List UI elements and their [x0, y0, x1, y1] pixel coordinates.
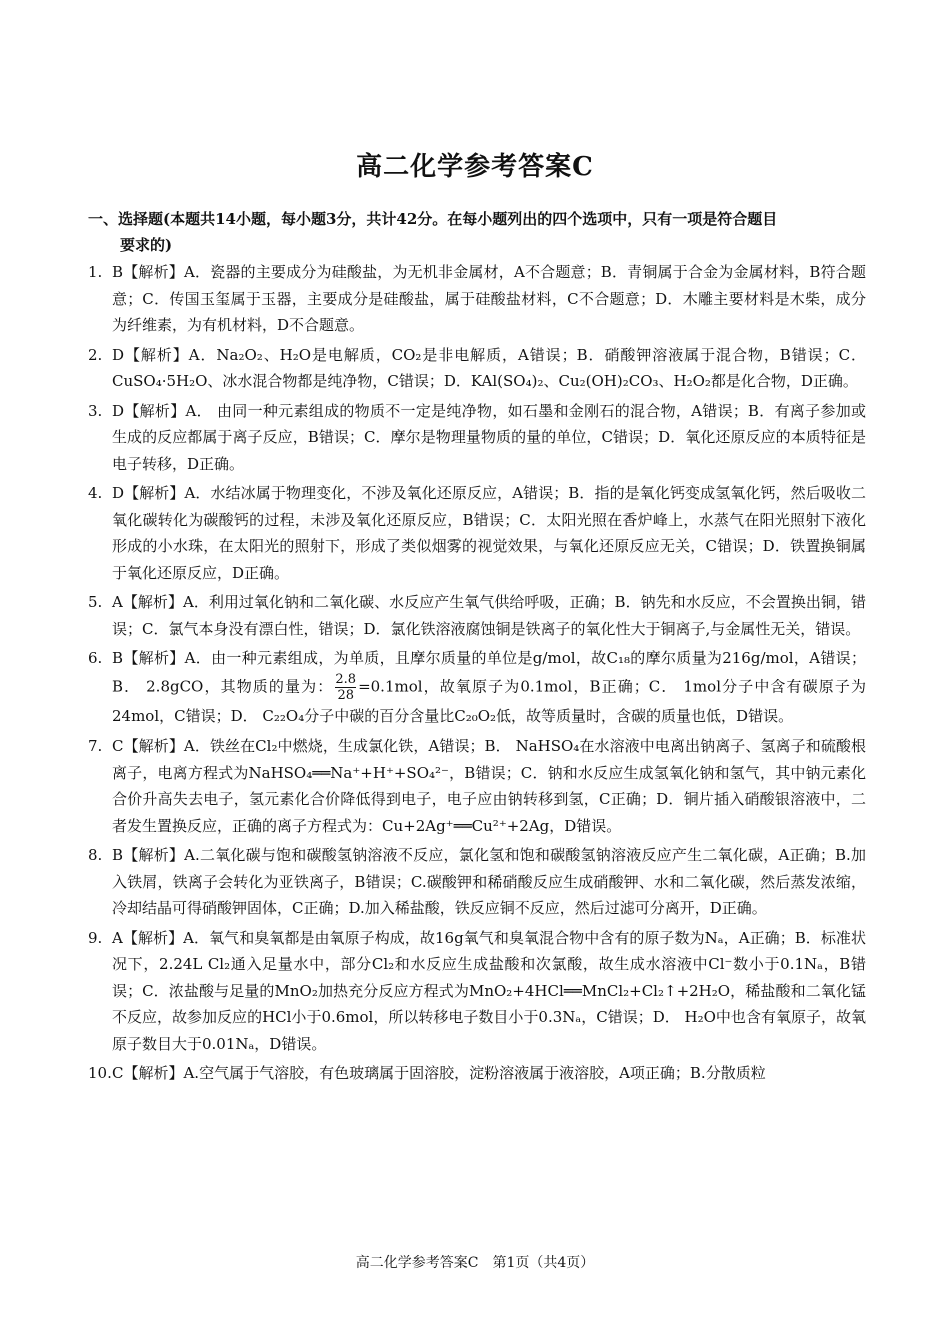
section-heading-text: 一、选择题(本题共14小题，每小题3分，共计42分。在每小题列出的四个选项中，只有一项是符合题目	[88, 210, 778, 228]
item-text: D【解析】A．Na₂O₂、H₂O是电解质，CO₂是非电解质，A错误；B．硝酸钾溶液属于混合物，B错误；C．CuSO₄·5H₂O、冰水混合物都是纯净物，C错误；D．KAl(SO₄)₂、Cu₂(OH)₂CO₃、H₂O₂都是化合物，D正确。	[112, 345, 866, 390]
answer-item-6	[88, 645, 866, 730]
answer-item-1	[88, 259, 866, 339]
item-text-part-a: B【解析】A．由一种元素组成，为单质，且摩尔质量的单位是g/mol，故C₁₈的摩尔质量为216g/mol，A错误；B． 2.8gCO，其物质的量为：	[112, 649, 866, 696]
answer-item-8	[88, 842, 866, 922]
page-title: 高二化学参考答案C	[356, 152, 594, 182]
answer-item-3	[88, 398, 866, 478]
section-heading-continuation: 要求的)	[120, 236, 173, 254]
item-text: D【解析】A．水结冰属于物理变化，不涉及氧化还原反应，A错误；B．指的是氧化钙变成氢氧化钙，然后吸收二氧化碳转化为碳酸钙的过程，未涉及氧化还原反应，B错误；C．太阳光照在香炉峰上，水蒸气在阳光照射下液化形成的小水珠，在太阳光的照射下，形成了类似烟雾的视觉效果，与氧化还原反应无关，C错误；D．铁置换铜属于氧化还原反应，D正确。	[112, 484, 866, 582]
item-number: 8.	[88, 846, 103, 864]
item-text: B【解析】A.二氧化碳与饱和碳酸氢钠溶液不反应，氯化氢和饱和碳酸氢钠溶液反应产生二氧化碳，A正确；B.加入铁屑，铁离子会转化为亚铁离子，B错误；C.碳酸钾和稀硝酸反应生成硝酸钾、水和二氧化碳，然后蒸发浓缩，冷却结晶可得硝酸钾固体，C正确；D.加入稀盐酸，铁反应铜不反应，然后过滤可分离开，D正确。	[112, 846, 866, 917]
item-number: 4.	[88, 484, 103, 502]
item-text: D【解析】A． 由同一种元素组成的物质不一定是纯净物，如石墨和金刚石的混合物，A错误；B．有离子参加或生成的反应都属于离子反应，B错误；C．摩尔是物理量物质的量的单位，C错误；D．氧化还原反应的本质特征是电子转移，D正确。	[112, 401, 866, 473]
item-text: B【解析】A．瓷器的主要成分为硅酸盐，为无机非金属材，A不合题意；B．青铜属于合金为金属材料，B符合题意；C．传国玉玺属于玉器，主要成分是硅酸盐，属于硅酸盐材料，C不合题意；D．木雕主要材料是木柴，成分为纤维素，为有机材料，D不合题意。	[112, 263, 866, 334]
answer-item-9	[88, 925, 866, 1058]
item-number: 6.	[88, 649, 103, 667]
item-number: 7.	[88, 737, 103, 755]
item-text: C【解析】A．铁丝在Cl₂中燃烧，生成氯化铁，A错误；B． NaHSO₄在水溶液中电离出钠离子、氢离子和硫酸根离子，电离方程式为NaHSO₄══Na⁺+H⁺+SO₄²⁻，B错误；C．钠和水反应生成氢氧化钠和氢气，其中钠元素化合价升高失去电子，氢元素化合价降低得到电子，电子应由钠转移到氢，C正确；D．铜片插入硝酸银溶液中，二者发生置换反应，正确的离子方程式为：Cu+2Ag⁺══Cu²⁺+2Ag，D错误。	[112, 737, 866, 835]
item-number: 1.	[88, 263, 103, 281]
item-number: 2.	[88, 345, 103, 364]
item-text: C【解析】A.空气属于气溶胶，有色玻璃属于固溶胶，淀粉溶液属于液溶胶，A项正确；B.分散质粒	[112, 1064, 766, 1082]
fraction	[335, 672, 356, 703]
item-number: 9.	[88, 928, 103, 947]
item-text: A【解析】A．利用过氧化钠和二氧化碳、水反应产生氧气供给呼吸，正确；B．钠先和水反应，不会置换出铜，错误；C．氯气本身没有漂白性，错误；D．氯化铁溶液腐蚀铜是铁离子的氧化性大于铜离子,与金属性无关，错误。	[112, 593, 866, 638]
fraction-denominator: 28	[335, 687, 356, 703]
item-text-part-b: =0.1mol，故氧原子为0.1mol，B正确；C． 1mol分子中含有碳原子为24mol，C错误；D． C₂₂O₄分子中碳的百分含量比C₂₀O₂低，故等质量时，含碳的质量也低，D错误。	[112, 677, 866, 725]
page-footer: 高二化学参考答案C 第1页（共4页）	[355, 1255, 595, 1271]
answer-item-5	[88, 589, 866, 642]
item-number: 3.	[88, 401, 103, 420]
fraction-numerator: 2.8	[335, 672, 357, 687]
answer-list	[88, 259, 866, 1090]
answer-item-10	[88, 1060, 866, 1087]
item-number: 10.	[88, 1064, 112, 1082]
answer-item-7	[88, 733, 866, 839]
item-text: A【解析】A．氧气和臭氧都是由氧原子构成，故16g氧气和臭氧混合物中含有的原子数为Nₐ，A正确；B．标准状况下，2.24L Cl₂通入足量水中，部分Cl₂和水反应生成盐酸和次氯酸，故生成水溶液中Cl⁻数小于0.1Nₐ，B错误；C．浓盐酸与足量的MnO₂加热充分反应方程式为MnO₂+4HCl══MnCl₂+Cl₂↑+2H₂O，稀盐酸和二氧化锰不反应，故参加反应的HCl小于0.6mol，所以转移电子数目小于0.3Nₐ，C错误；D． H₂O中也含有氧原子，故氧原子数目大于0.01Nₐ，D错误。	[112, 928, 866, 1053]
answer-item-4	[88, 480, 866, 586]
item-number: 5.	[88, 593, 103, 611]
section-heading	[88, 206, 874, 258]
answer-item-2	[88, 342, 866, 395]
